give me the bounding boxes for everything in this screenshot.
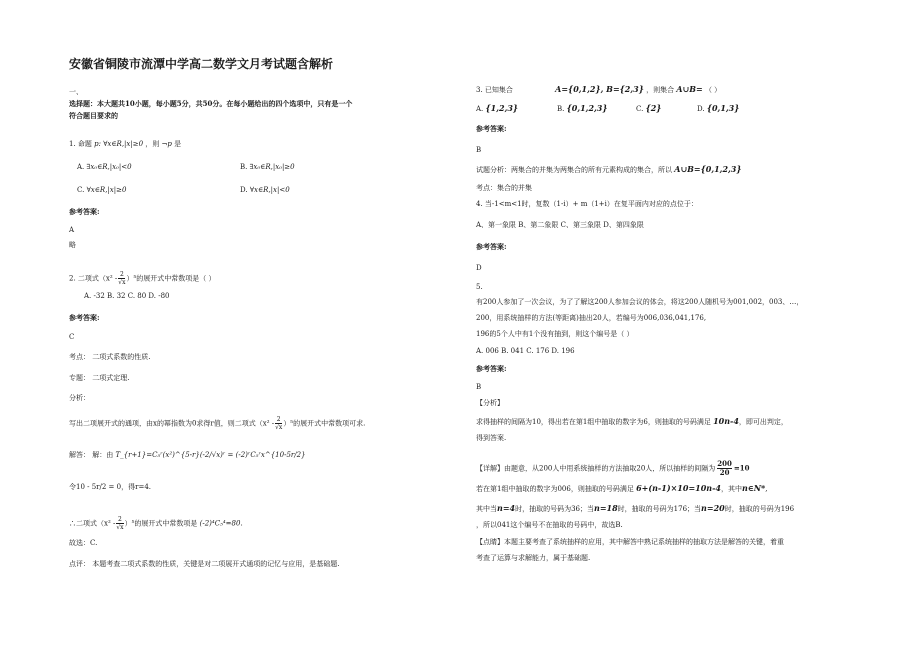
q1-option-b: B. ∃x₀∈R,|x₀|≥0 [240,163,295,171]
q5-analysis-tag: 【分析】 [476,399,504,407]
q2-solution: 解答： 解：由 T_{r+1}=C₅ʳ(x²)^{5-r}(-2/√x)ʳ = (-2)ʳC₅ʳx^{10-5r/2} [69,451,306,459]
q2-analysis-label: 分析： [69,394,90,402]
q3-option-d: D. {0,1,3} [697,103,740,113]
q4-ref-label: 参考答案: [476,242,507,251]
q5-analysis-2: 得到答案. [476,434,507,442]
q4-answer: D [476,264,482,272]
q2-let-line: 令10 - 5r/2 = 0，得r=4. [69,483,151,491]
q5-detail-1: 【详解】由题意，从200人中用系统抽样的方法抽取20人，所以抽样的间隔为 $\frac{200}{20}$ =10 [476,459,750,477]
q5-detail-2: 若在第1组中抽取的数字为006，则抽取的号码满足 6+(n-1)×10=10n-4，其中n∈N*, [476,483,768,493]
q2-stem: 2. 二项式（x² - $\frac{2}{√x}$ ）⁵的展开式中常数项是（ ） [69,271,216,286]
q5-line-1: 有200人参加了一次会议，为了了解这200人参加会议的体会，将这200人随机号为001,002，003、…， [476,298,804,306]
q2-analysis: 写出二项展开式的通项，由x的幂指数为0求得r值，则二项式（x² - $\frac{2}{√x}$ ）⁵的展开式中常数项可求. [69,416,366,431]
q2-ref-label: 参考答案: [69,313,100,322]
q2-options: A. -32 B. 32 C. 80 D. -80 [84,292,170,300]
q3-ref-label: 参考答案: [476,124,507,133]
q1-stem: 1. 命题 p: ∀x∈R,|x|≥0 ，则 ¬p 是 [69,140,182,148]
q3-answer: B [476,146,482,154]
q2-comment: 点评： 本题考查二项式系数的性质，关键是对二项展开式通项的记忆与应用，是基础题. [69,560,340,568]
q1-note: 略 [69,241,76,249]
q5-options: A. 006 B. 041 C. 176 D. 196 [476,347,575,355]
q2-answer: C [69,333,75,341]
q3-analysis: 试题分析：两集合的并集为两集合的所有元素构成的集合，所以 A∪B={0,1,2,3} [476,164,742,174]
q1-answer: A [69,226,75,234]
q5-answer: B [476,383,482,391]
q4-options: A、第一象限 B、第二象限 C、第三象限 D、第四象限 [476,221,644,229]
q5-detail-3: 其中当n=4时，抽取的号码为36；当n=18时，抽取的号码为176；当n=20时，抽取的号码为196 [476,503,795,513]
q3-option-c: C. {2} [636,103,662,113]
q2-choose: 故选：C. [69,539,98,547]
q1-option-c: C. ∀x∈R,|x|≥0 [77,186,127,194]
q5-line-2: 200，用系统抽样的方法(等距离)抽出20人，若编号为006,036,041,176, [476,314,707,322]
section-instructions-2: 符合题目要求的 [69,111,118,120]
q5-analysis-1: 求得抽样的间隔为10，得出若在第1组中抽取的数字为6，则抽取的号码满足 10n-4，即可出判定， [476,416,788,426]
q4-stem: 4. 当-1<m<1时，复数（1-i）+ m（1+i）在复平面内对应的点位于： [476,200,698,208]
q3-option-b: B. {0,1,2,3} [557,103,608,113]
q1-option-d: D. ∀x∈R,|x|<0 [240,186,290,194]
q3-keypoint: 考点：集合的并集 [476,184,532,192]
q2-keypoint: 考点： 二项式系数的性质. [69,353,151,361]
q5-comment-1: 【点睛】本题主要考查了系统抽样的应用，其中解答中熟记系统抽样的抽取方法是解答的关键，着重 [476,538,784,546]
q2-therefore: ∴二项式（x² - $\frac{2}{√x}$ ）⁵的展开式中常数项是 (-2)⁴C₅⁴=80. [69,516,243,531]
q3-stem: 3. 已知集合 A={0,1,2}, B={2,3} ，则集合 A∪B= （ ） [476,84,722,94]
q5-comment-2: 考查了运算与求解能力，属于基础题. [476,554,591,562]
q5-ref-label: 参考答案: [476,364,507,373]
q5-detail-4: ，所以041这个编号不在抽取的号码中，故选B. [476,521,623,529]
q5-number: 5. [476,283,483,291]
q3-option-a: A. {1,2,3} [476,103,519,113]
q5-line-3: 196的5个人中有1个没有抽到，则这个编号是（ ） [476,330,634,338]
q1-ref-label: 参考答案: [69,207,100,216]
section-instructions: 选择题：本大题共10小题，每小题5分，共50分。在每小题给出的四个选项中，只有是一个 [69,99,353,108]
page-title: 安徽省铜陵市流潭中学高二数学文月考试题含解析 [69,57,334,71]
section-number: 一、 [69,88,83,96]
q2-topic: 专题： 二项式定理. [69,374,130,382]
q1-option-a: A. ∃x₀∈R,|x₀|<0 [77,163,132,171]
